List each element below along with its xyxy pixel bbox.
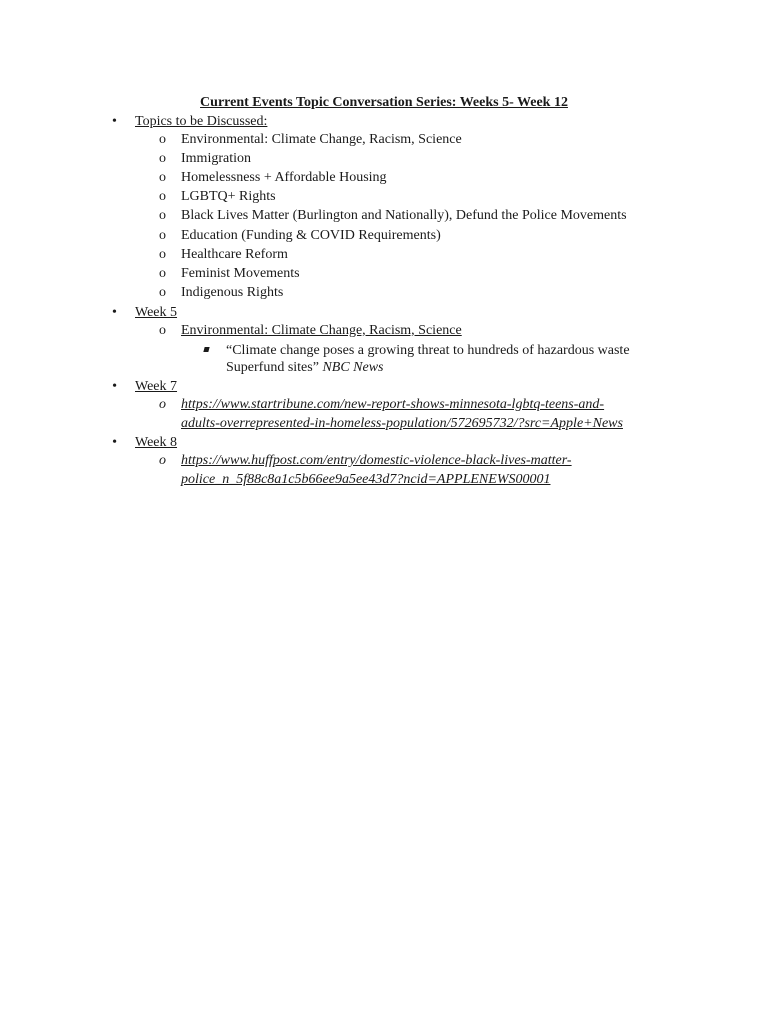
sub-marker: o [159,151,166,166]
week7-link-line1[interactable]: https://www.startribune.com/new-report-shows-minnesota-lgbtq-teens-and- [181,397,605,412]
page-title: Current Events Topic Conversation Series: Weeks 5- Week 12 [200,95,568,110]
sub-marker: o [159,266,166,281]
sub-marker: o [159,285,166,300]
sub-marker: o [159,189,166,204]
topic-item: Healthcare Reform [181,247,288,262]
sub-marker: o [159,453,166,468]
sub-marker: o [159,247,166,262]
week5-heading: Week 5 [135,305,178,320]
sub-marker: o [159,228,166,243]
topic-item: Indigenous Rights [181,285,284,300]
week5-quote-line2 [226,359,384,377]
topics-heading: Topics to be Discussed: [135,114,268,129]
week5-quote-text: Superfund sites” [226,360,319,375]
sub-marker: o [159,170,166,185]
topic-item: Feminist Movements [181,266,300,281]
week5-quote-line1: “Climate change poses a growing threat to hundreds of hazardous waste [226,343,630,358]
bullet-marker: • [112,379,117,394]
bullet-marker: • [112,114,117,129]
week8-heading: Week 8 [135,435,178,450]
week7-heading: Week 7 [135,379,178,394]
topic-item: Black Lives Matter (Burlington and Nationally), Defund the Police Movements [181,208,627,223]
sub-marker: o [159,397,166,412]
bullet-marker: • [112,305,117,320]
sub-marker: o [159,208,166,223]
topic-item: Environmental: Climate Change, Racism, Science [181,132,462,147]
topic-item: Homelessness + Affordable Housing [181,170,387,185]
week8-link-line1[interactable]: https://www.huffpost.com/entry/domestic-violence-black-lives-matter- [181,453,572,468]
week5-subtopic: Environmental: Climate Change, Racism, Science [181,323,462,338]
topic-item: LGBTQ+ Rights [181,189,276,204]
topic-item: Education (Funding & COVID Requirements) [181,228,441,243]
bullet-marker: • [112,435,117,450]
sub-marker: o [159,132,166,147]
square-bullet-icon [204,340,209,358]
week7-link-line2[interactable]: adults-overrepresented-in-homeless-population/572695732/?src=Apple+News [181,416,623,431]
topic-item: Immigration [181,151,251,166]
sub-marker: o [159,323,166,338]
week5-source: NBC News [322,360,384,375]
week8-link-line2[interactable]: police_n_5f88c8a1c5b66ee9a5ee43d7?ncid=APPLENEWS00001 [181,472,551,487]
